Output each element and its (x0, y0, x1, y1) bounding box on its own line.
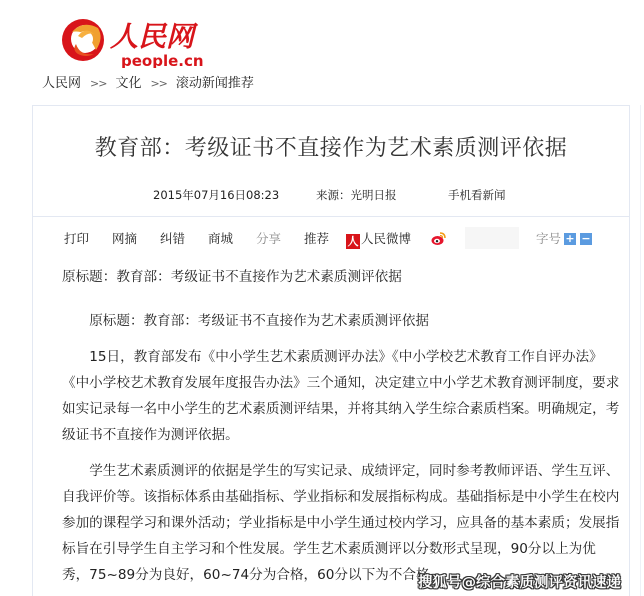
people-cn-logo[interactable] (58, 12, 258, 68)
publish-date: 2015年07月16日08:23 (153, 188, 280, 202)
article-toolbar (33, 227, 629, 251)
source-link[interactable]: 光明日报 (350, 188, 397, 202)
breadcrumb (42, 75, 254, 93)
mall-button[interactable]: 商城 (208, 231, 234, 246)
people-weibo-icon: 人 (347, 235, 359, 248)
paragraph: 15日，教育部发布《中小学生艺术素质测评办法》《中小学校艺术教育工作自评办法》《中小学校艺术教育发展年度报告办法》三个通知，决定建立中小学艺术教育测评制度，要求如实记录每一名中小学生的艺术素质测评结果，并将其纳入学生综合素质档案。明确规定，考级证书不直接作为测评依据。 (62, 349, 620, 443)
print-button[interactable]: 打印 (64, 231, 90, 246)
breadcrumb-separator: >> (90, 77, 107, 90)
page-column-border (640, 105, 641, 596)
sina-weibo-icon[interactable] (431, 231, 446, 246)
original-title: 原标题：教育部：考级证书不直接作为艺术素质测评依据 (62, 269, 402, 285)
breadcrumb-separator: >> (150, 77, 167, 90)
people-weibo-label: 人民微博 (361, 231, 412, 246)
article-body (62, 264, 622, 588)
breadcrumb-scroll-news[interactable]: 滚动新闻推荐 (175, 76, 254, 91)
share-button[interactable]: 分享 (256, 231, 282, 246)
logo-en-text: people.cn (121, 52, 204, 68)
breadcrumb-home[interactable]: 人民网 (42, 76, 82, 91)
original-title-repeat: 原标题：教育部：考级证书不直接作为艺术素质测评依据 (89, 313, 430, 329)
article-container (32, 105, 630, 596)
font-size-label: 字号 (536, 231, 562, 246)
correction-button[interactable]: 纠错 (160, 231, 186, 246)
logo-emblem-icon (58, 12, 258, 68)
source-label: 来源： (316, 188, 351, 202)
mobile-news-link[interactable]: 手机看新闻 (448, 188, 506, 202)
web-digest-button[interactable]: 网摘 (112, 231, 138, 246)
divider (33, 216, 629, 217)
article-source (316, 186, 397, 204)
recommend-button[interactable]: 推荐 (304, 231, 330, 246)
sohu-watermark: 搜狐号@综合素质测评资讯速递 (418, 575, 621, 591)
font-decrease-button[interactable]: − (581, 232, 591, 245)
paragraph: 学生艺术素质测评的依据是学生的写实记录、成绩评定，同时参考教师评语、学生互评、自我评价等。该指标体系由基础指标、学业指标和发展指标构成。基础指标是中小学生在校内参加的课程学习和课外活动；学业指标是中小学生通过校内学习，应具备的基本素质；发展指标旨在引导学生自主学习和个性发展。学生艺术素质测评以分数形式呈现，90分以上为优秀，75~89分为良好，60~74分为合格，60分以下为不合格。 (62, 463, 620, 583)
font-increase-button[interactable]: + (565, 232, 575, 245)
svg-text:人民网: 人民网 (110, 20, 195, 53)
breadcrumb-culture[interactable]: 文化 (115, 76, 142, 91)
share-widget-placeholder (465, 227, 519, 249)
people-weibo-button[interactable] (346, 228, 411, 250)
article-title: 教育部：考级证书不直接作为艺术素质测评依据 (94, 136, 568, 161)
